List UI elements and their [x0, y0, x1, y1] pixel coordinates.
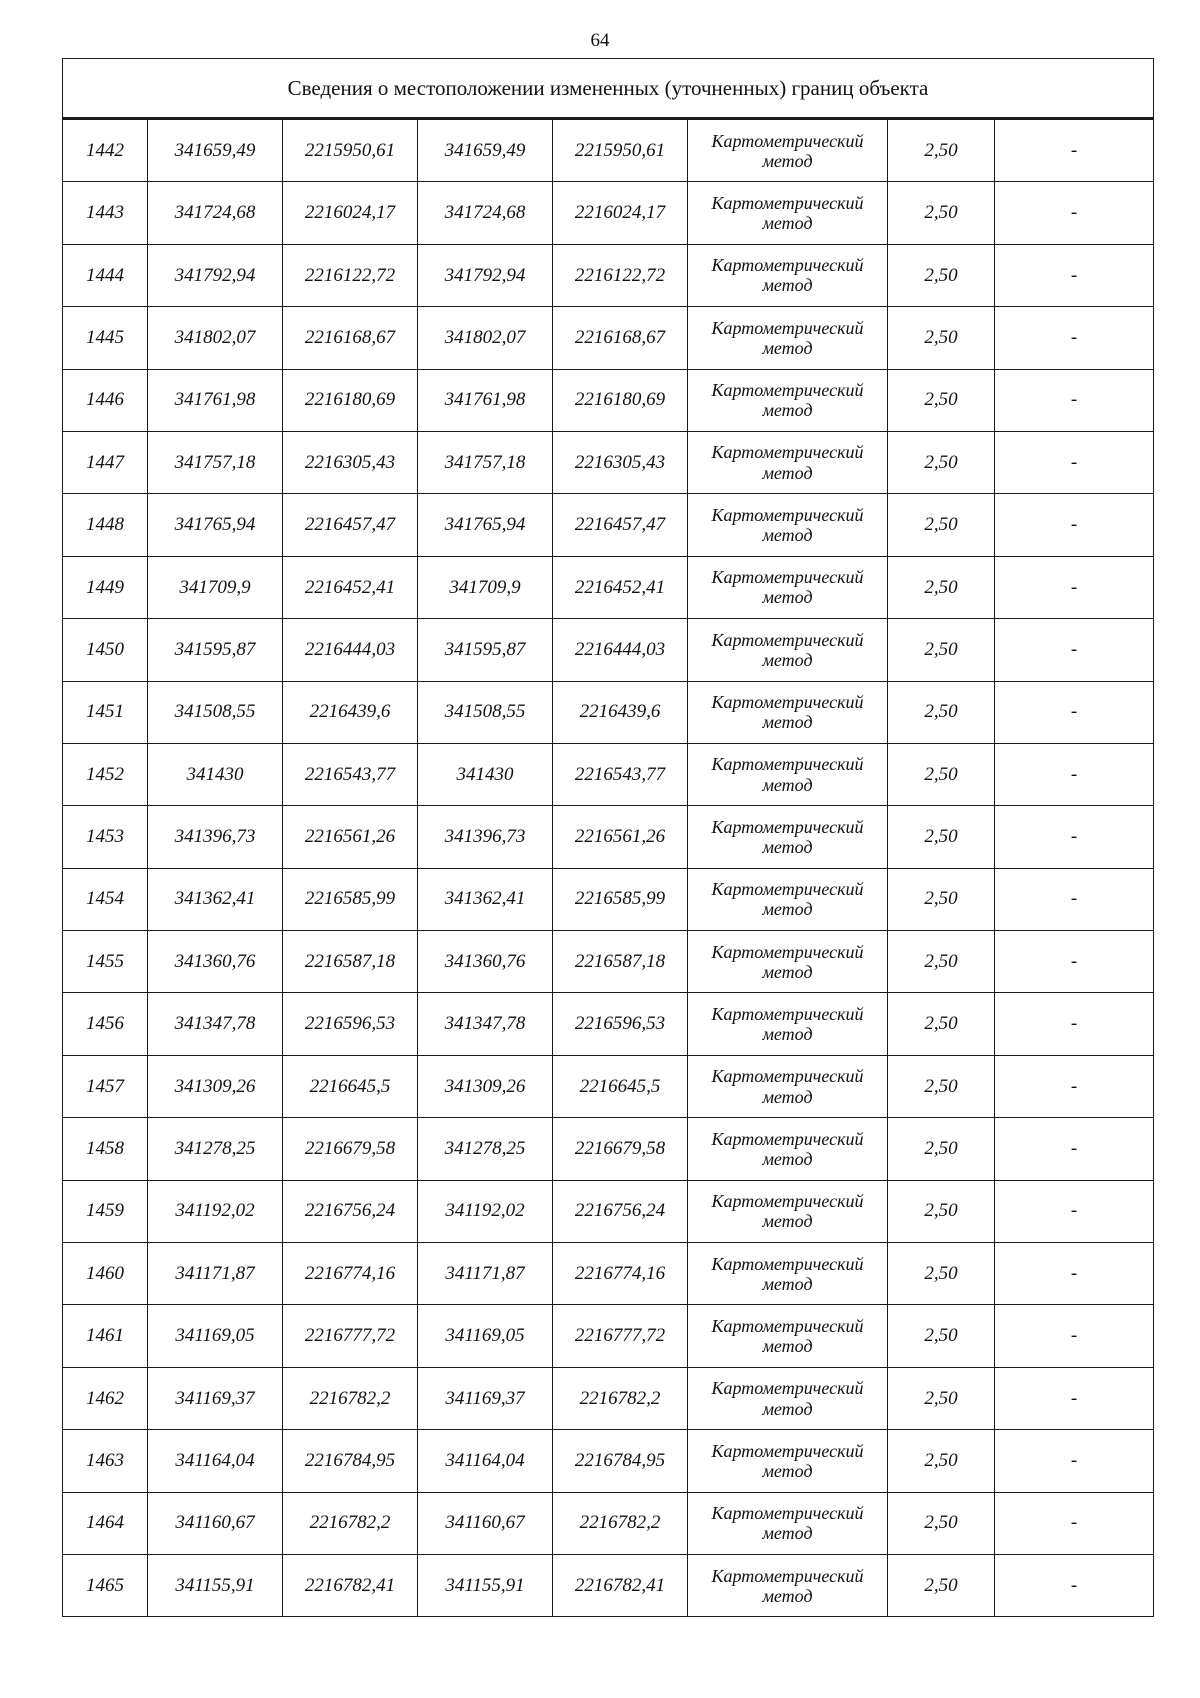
description-cell: -	[995, 1430, 1154, 1492]
accuracy-cell: 2,50	[888, 556, 995, 618]
new-y-cell: 2216587,18	[553, 931, 688, 993]
description-cell: -	[995, 743, 1154, 805]
accuracy-cell: 2,50	[888, 619, 995, 681]
existing-x-cell: 341362,41	[148, 868, 283, 930]
table-row	[63, 1367, 1154, 1429]
description-cell: -	[995, 868, 1154, 930]
table-row	[63, 119, 1154, 182]
new-x-cell: 341508,55	[418, 681, 553, 743]
method-cell	[688, 369, 888, 431]
existing-x-cell: 341757,18	[148, 431, 283, 493]
accuracy-cell: 2,50	[888, 1554, 995, 1616]
method-line-2: метод	[762, 525, 813, 546]
description-cell: -	[995, 244, 1154, 306]
existing-y-cell: 2216561,26	[283, 806, 418, 868]
method-cell	[688, 806, 888, 868]
new-y-cell: 2216168,67	[553, 307, 688, 369]
description-cell: -	[995, 1492, 1154, 1554]
new-y-cell: 2215950,61	[553, 119, 688, 182]
table-row	[63, 182, 1154, 244]
accuracy-cell: 2,50	[888, 1492, 995, 1554]
new-y-cell: 2216585,99	[553, 868, 688, 930]
description-cell: -	[995, 119, 1154, 182]
point-number-cell: 1465	[63, 1554, 148, 1616]
method-line-2: метод	[762, 899, 813, 920]
existing-x-cell: 341164,04	[148, 1430, 283, 1492]
method-line-2: метод	[762, 1086, 813, 1107]
point-number-cell: 1464	[63, 1492, 148, 1554]
description-cell: -	[995, 1055, 1154, 1117]
existing-x-cell: 341171,87	[148, 1243, 283, 1305]
point-number-cell: 1463	[63, 1430, 148, 1492]
new-x-cell: 341309,26	[418, 1055, 553, 1117]
existing-x-cell: 341309,26	[148, 1055, 283, 1117]
existing-x-cell: 341595,87	[148, 619, 283, 681]
table-row	[63, 244, 1154, 306]
existing-y-cell: 2215950,61	[283, 119, 418, 182]
accuracy-cell: 2,50	[888, 244, 995, 306]
accuracy-cell: 2,50	[888, 1180, 995, 1242]
new-x-cell: 341765,94	[418, 494, 553, 556]
table-row	[63, 431, 1154, 493]
method-line-2: метод	[762, 587, 813, 608]
new-y-cell: 2216782,2	[553, 1492, 688, 1554]
method-line-1: Картометрический	[711, 692, 864, 713]
method-line-1: Картометрический	[711, 1440, 864, 1461]
method-line-2: метод	[762, 1024, 813, 1045]
method-cell	[688, 556, 888, 618]
accuracy-cell: 2,50	[888, 806, 995, 868]
accuracy-cell: 2,50	[888, 1305, 995, 1367]
existing-x-cell: 341396,73	[148, 806, 283, 868]
existing-y-cell: 2216180,69	[283, 369, 418, 431]
method-cell	[688, 494, 888, 556]
method-line-2: метод	[762, 1211, 813, 1232]
new-y-cell: 2216439,6	[553, 681, 688, 743]
new-x-cell: 341802,07	[418, 307, 553, 369]
method-cell	[688, 619, 888, 681]
method-line-2: метод	[762, 961, 813, 982]
table-row	[63, 1305, 1154, 1367]
new-x-cell: 341171,87	[418, 1243, 553, 1305]
table-row	[63, 868, 1154, 930]
method-line-2: метод	[762, 213, 813, 234]
new-x-cell: 341362,41	[418, 868, 553, 930]
new-x-cell: 341595,87	[418, 619, 553, 681]
method-cell	[688, 1118, 888, 1180]
point-number-cell: 1458	[63, 1118, 148, 1180]
new-x-cell: 341396,73	[418, 806, 553, 868]
table-title: Сведения о местоположении измененных (уточненных) границ объекта	[63, 59, 1154, 119]
existing-x-cell: 341155,91	[148, 1554, 283, 1616]
existing-y-cell: 2216168,67	[283, 307, 418, 369]
new-y-cell: 2216777,72	[553, 1305, 688, 1367]
method-cell	[688, 743, 888, 805]
description-cell: -	[995, 806, 1154, 868]
description-cell: -	[995, 1305, 1154, 1367]
description-cell: -	[995, 1180, 1154, 1242]
method-line-2: метод	[762, 150, 813, 171]
existing-x-cell: 341709,9	[148, 556, 283, 618]
new-x-cell: 341155,91	[418, 1554, 553, 1616]
method-line-2: метод	[762, 1585, 813, 1606]
existing-x-cell: 341160,67	[148, 1492, 283, 1554]
method-line-2: метод	[762, 275, 813, 296]
existing-x-cell: 341169,05	[148, 1305, 283, 1367]
existing-x-cell: 341360,76	[148, 931, 283, 993]
method-cell	[688, 1492, 888, 1554]
method-cell	[688, 1430, 888, 1492]
new-x-cell: 341430	[418, 743, 553, 805]
existing-y-cell: 2216777,72	[283, 1305, 418, 1367]
method-line-1: Картометрический	[711, 879, 864, 900]
existing-y-cell: 2216543,77	[283, 743, 418, 805]
method-line-2: метод	[762, 649, 813, 670]
new-y-cell: 2216784,95	[553, 1430, 688, 1492]
new-x-cell: 341792,94	[418, 244, 553, 306]
method-cell	[688, 244, 888, 306]
accuracy-cell: 2,50	[888, 369, 995, 431]
point-number-cell: 1452	[63, 743, 148, 805]
method-line-2: метод	[762, 774, 813, 795]
method-cell	[688, 1554, 888, 1616]
method-line-2: метод	[762, 1523, 813, 1544]
point-number-cell: 1451	[63, 681, 148, 743]
method-cell	[688, 868, 888, 930]
method-cell	[688, 1180, 888, 1242]
new-x-cell: 341169,05	[418, 1305, 553, 1367]
existing-y-cell: 2216782,2	[283, 1367, 418, 1429]
method-cell	[688, 681, 888, 743]
method-line-1: Картометрический	[711, 1004, 864, 1024]
table-row	[63, 556, 1154, 618]
new-x-cell: 341160,67	[418, 1492, 553, 1554]
existing-y-cell: 2216774,16	[283, 1243, 418, 1305]
table-row	[63, 1492, 1154, 1554]
table-row	[63, 307, 1154, 369]
method-line-1: Картометрический	[711, 567, 864, 588]
existing-x-cell: 341659,49	[148, 119, 283, 182]
method-line-2: метод	[762, 337, 813, 358]
new-x-cell: 341169,37	[418, 1367, 553, 1429]
table-row	[63, 806, 1154, 868]
accuracy-cell: 2,50	[888, 431, 995, 493]
existing-y-cell: 2216784,95	[283, 1430, 418, 1492]
method-line-1: Картометрический	[711, 255, 864, 276]
accuracy-cell: 2,50	[888, 307, 995, 369]
new-x-cell: 341757,18	[418, 431, 553, 493]
table-row	[63, 993, 1154, 1055]
table-row	[63, 1055, 1154, 1117]
method-line-2: метод	[762, 1336, 813, 1357]
new-x-cell: 341192,02	[418, 1180, 553, 1242]
existing-y-cell: 2216024,17	[283, 182, 418, 244]
existing-y-cell: 2216457,47	[283, 494, 418, 556]
table-row	[63, 931, 1154, 993]
method-line-1: Картометрический	[711, 317, 864, 338]
point-number-cell: 1460	[63, 1243, 148, 1305]
new-y-cell: 2216561,26	[553, 806, 688, 868]
method-line-2: метод	[762, 1273, 813, 1294]
point-number-cell: 1443	[63, 182, 148, 244]
new-x-cell: 341709,9	[418, 556, 553, 618]
point-number-cell: 1444	[63, 244, 148, 306]
existing-x-cell: 341508,55	[148, 681, 283, 743]
method-line-1: Картометрический	[711, 816, 864, 837]
accuracy-cell: 2,50	[888, 993, 995, 1055]
method-line-1: Картометрический	[711, 1378, 864, 1399]
method-line-1: Картометрический	[711, 1315, 864, 1336]
existing-y-cell: 2216587,18	[283, 931, 418, 993]
new-y-cell: 2216543,77	[553, 743, 688, 805]
method-line-1: Картометрический	[711, 192, 864, 213]
new-y-cell: 2216782,41	[553, 1554, 688, 1616]
new-y-cell: 2216679,58	[553, 1118, 688, 1180]
method-line-1: Картометрический	[711, 130, 864, 151]
method-line-1: Картометрический	[711, 380, 864, 401]
method-cell	[688, 119, 888, 182]
new-y-cell: 2216756,24	[553, 1180, 688, 1242]
existing-y-cell: 2216585,99	[283, 868, 418, 930]
method-line-1: Картометрический	[711, 1503, 864, 1524]
new-y-cell: 2216457,47	[553, 494, 688, 556]
method-line-2: метод	[762, 462, 813, 483]
method-line-2: метод	[762, 1148, 813, 1169]
point-number-cell: 1456	[63, 993, 148, 1055]
table-row	[63, 1118, 1154, 1180]
existing-x-cell: 341347,78	[148, 993, 283, 1055]
boundary-coordinates-table	[62, 58, 1154, 1617]
point-number-cell: 1455	[63, 931, 148, 993]
method-line-1: Картометрический	[711, 1253, 864, 1274]
table-header-row	[63, 59, 1154, 119]
method-line-2: метод	[762, 1398, 813, 1419]
table-row	[63, 1554, 1154, 1616]
description-cell: -	[995, 556, 1154, 618]
method-cell	[688, 1243, 888, 1305]
method-line-2: метод	[762, 1460, 813, 1481]
existing-y-cell: 2216444,03	[283, 619, 418, 681]
description-cell: -	[995, 1243, 1154, 1305]
method-line-1: Картометрический	[711, 504, 864, 525]
new-y-cell: 2216782,2	[553, 1367, 688, 1429]
table-row	[63, 1243, 1154, 1305]
point-number-cell: 1457	[63, 1055, 148, 1117]
existing-x-cell: 341169,37	[148, 1367, 283, 1429]
description-cell: -	[995, 619, 1154, 681]
method-cell	[688, 1055, 888, 1117]
existing-y-cell: 2216756,24	[283, 1180, 418, 1242]
new-y-cell: 2216024,17	[553, 182, 688, 244]
description-cell: -	[995, 1118, 1154, 1180]
method-line-1: Картометрический	[711, 1191, 864, 1212]
method-line-1: Картометрический	[711, 442, 864, 463]
new-x-cell: 341164,04	[418, 1430, 553, 1492]
method-line-1: Картометрический	[711, 1565, 864, 1586]
table-row	[63, 369, 1154, 431]
existing-x-cell: 341724,68	[148, 182, 283, 244]
new-x-cell: 341278,25	[418, 1118, 553, 1180]
accuracy-cell: 2,50	[888, 1243, 995, 1305]
page-number: 64	[590, 30, 610, 51]
description-cell: -	[995, 369, 1154, 431]
accuracy-cell: 2,50	[888, 1430, 995, 1492]
point-number-cell: 1462	[63, 1367, 148, 1429]
point-number-cell: 1448	[63, 494, 148, 556]
accuracy-cell: 2,50	[888, 1055, 995, 1117]
method-line-1: Картометрический	[711, 754, 864, 775]
existing-y-cell: 2216782,41	[283, 1554, 418, 1616]
existing-x-cell: 341761,98	[148, 369, 283, 431]
new-y-cell: 2216444,03	[553, 619, 688, 681]
existing-y-cell: 2216645,5	[283, 1055, 418, 1117]
description-cell: -	[995, 1367, 1154, 1429]
point-number-cell: 1446	[63, 369, 148, 431]
point-number-cell: 1447	[63, 431, 148, 493]
method-line-2: метод	[762, 712, 813, 733]
table-row	[63, 681, 1154, 743]
description-cell: -	[995, 681, 1154, 743]
new-x-cell: 341659,49	[418, 119, 553, 182]
existing-y-cell: 2216679,58	[283, 1118, 418, 1180]
existing-x-cell: 341430	[148, 743, 283, 805]
existing-x-cell: 341192,02	[148, 1180, 283, 1242]
point-number-cell: 1442	[63, 119, 148, 182]
accuracy-cell: 2,50	[888, 494, 995, 556]
accuracy-cell: 2,50	[888, 182, 995, 244]
new-y-cell: 2216122,72	[553, 244, 688, 306]
new-x-cell: 341347,78	[418, 993, 553, 1055]
table-row	[63, 494, 1154, 556]
description-cell: -	[995, 494, 1154, 556]
new-y-cell: 2216452,41	[553, 556, 688, 618]
description-cell: -	[995, 931, 1154, 993]
accuracy-cell: 2,50	[888, 1367, 995, 1429]
method-cell	[688, 1305, 888, 1367]
new-y-cell: 2216774,16	[553, 1243, 688, 1305]
table-row	[63, 1430, 1154, 1492]
method-line-1: Картометрический	[711, 629, 864, 650]
point-number-cell: 1449	[63, 556, 148, 618]
accuracy-cell: 2,50	[888, 681, 995, 743]
method-cell	[688, 307, 888, 369]
existing-y-cell: 2216439,6	[283, 681, 418, 743]
description-cell: -	[995, 993, 1154, 1055]
point-number-cell: 1453	[63, 806, 148, 868]
existing-x-cell: 341765,94	[148, 494, 283, 556]
existing-y-cell: 2216452,41	[283, 556, 418, 618]
method-cell	[688, 993, 888, 1055]
new-x-cell: 341724,68	[418, 182, 553, 244]
accuracy-cell: 2,50	[888, 868, 995, 930]
point-number-cell: 1454	[63, 868, 148, 930]
description-cell: -	[995, 182, 1154, 244]
method-line-1: Картометрический	[711, 1128, 864, 1149]
accuracy-cell: 2,50	[888, 743, 995, 805]
new-y-cell: 2216180,69	[553, 369, 688, 431]
existing-y-cell: 2216596,53	[283, 993, 418, 1055]
new-x-cell: 341360,76	[418, 931, 553, 993]
accuracy-cell: 2,50	[888, 1118, 995, 1180]
method-line-1: Картометрический	[711, 941, 864, 962]
method-cell	[688, 1367, 888, 1429]
method-line-2: метод	[762, 400, 813, 421]
method-cell	[688, 931, 888, 993]
point-number-cell: 1445	[63, 307, 148, 369]
method-line-2: метод	[762, 836, 813, 857]
existing-y-cell: 2216122,72	[283, 244, 418, 306]
point-number-cell: 1450	[63, 619, 148, 681]
table-row	[63, 743, 1154, 805]
existing-x-cell: 341792,94	[148, 244, 283, 306]
method-cell	[688, 182, 888, 244]
method-cell	[688, 431, 888, 493]
description-cell: -	[995, 307, 1154, 369]
new-x-cell: 341761,98	[418, 369, 553, 431]
new-y-cell: 2216596,53	[553, 993, 688, 1055]
new-y-cell: 2216305,43	[553, 431, 688, 493]
point-number-cell: 1459	[63, 1180, 148, 1242]
method-line-1: Картометрический	[711, 1066, 864, 1087]
existing-x-cell: 341278,25	[148, 1118, 283, 1180]
existing-y-cell: 2216782,2	[283, 1492, 418, 1554]
table-row	[63, 1180, 1154, 1242]
point-number-cell: 1461	[63, 1305, 148, 1367]
new-y-cell: 2216645,5	[553, 1055, 688, 1117]
description-cell: -	[995, 431, 1154, 493]
existing-x-cell: 341802,07	[148, 307, 283, 369]
table-row	[63, 619, 1154, 681]
accuracy-cell: 2,50	[888, 931, 995, 993]
existing-y-cell: 2216305,43	[283, 431, 418, 493]
description-cell: -	[995, 1554, 1154, 1616]
accuracy-cell: 2,50	[888, 119, 995, 182]
